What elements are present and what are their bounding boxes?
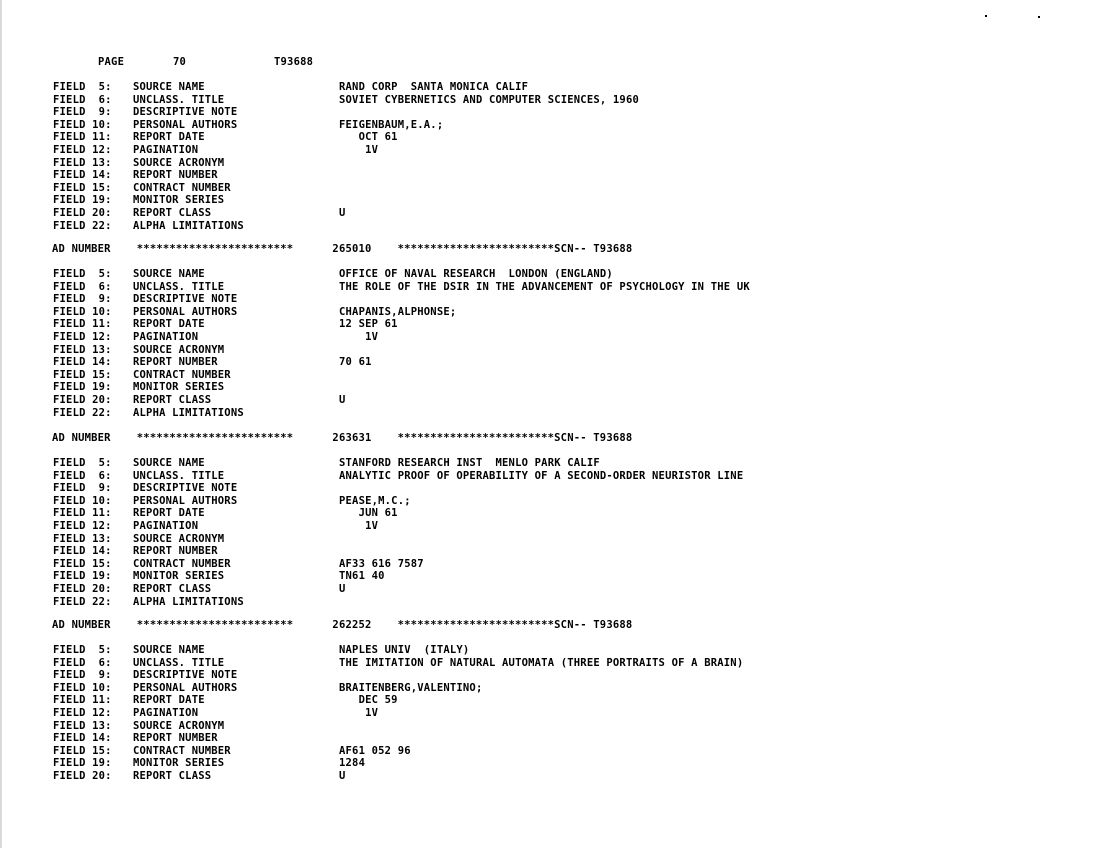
field-number: FIELD 19: [53, 570, 112, 583]
field-number: FIELD 14: [53, 356, 112, 369]
field-name: SOURCE NAME [133, 457, 205, 469]
field-number: FIELD 20: [53, 770, 112, 782]
field-name: REPORT CLASS [133, 394, 212, 406]
field-number: FIELD 20: [53, 207, 112, 219]
ad-number-line: AD NUMBER ************************ 263631 ************************SCN-- T93688 [52, 432, 633, 444]
page-label: PAGE [98, 56, 125, 68]
field-number: FIELD 6: [53, 469, 112, 482]
page-number: 70 [173, 56, 187, 68]
scan-speck [1038, 16, 1040, 18]
field-value: STANFORD RESEARCH INST MENLO PARK CALIF [339, 457, 600, 469]
field-name: PERSONAL AUTHORS [133, 305, 238, 318]
field-name: MONITOR SERIES [133, 570, 225, 583]
field-number: FIELD 10: [53, 118, 112, 131]
field-number: FIELD 14: [53, 732, 112, 745]
field-name: REPORT DATE [133, 694, 205, 707]
ad-number-line: AD NUMBER ************************ 262252 ************************SCN-- T93688 [52, 619, 633, 631]
left-page-edge [0, 0, 2, 848]
field-value: 1284 [339, 757, 366, 770]
field-name: REPORT DATE [133, 507, 205, 520]
field-number: FIELD 14: [53, 545, 112, 558]
field-value: RAND CORP SANTA MONICA CALIF [339, 81, 529, 93]
field-name: MONITOR SERIES [133, 757, 225, 770]
field-number: FIELD 6: [53, 93, 112, 106]
field-value: 1V [339, 520, 379, 532]
field-number: FIELD 12: [53, 707, 112, 719]
field-number: FIELD 15: [53, 181, 112, 194]
field-number: FIELD 12: [53, 520, 112, 532]
field-name: PAGINATION [133, 707, 199, 719]
field-name: PERSONAL AUTHORS [133, 681, 238, 694]
field-number: FIELD 5: [53, 644, 112, 656]
field-value: U [339, 583, 346, 595]
field-number: FIELD 15: [53, 368, 112, 381]
field-value: THE IMITATION OF NATURAL AUTOMATA (THREE PORTRAITS OF A BRAIN) [339, 656, 744, 669]
field-name: PAGINATION [133, 331, 199, 343]
field-number: FIELD 9: [53, 293, 112, 306]
field-name: SOURCE NAME [133, 81, 205, 93]
field-number: FIELD 22: [53, 219, 112, 232]
field-name: UNCLASS. TITLE [133, 656, 225, 669]
field-name: PAGINATION [133, 144, 199, 156]
field-name: UNCLASS. TITLE [133, 280, 225, 293]
field-name: REPORT NUMBER [133, 169, 218, 182]
field-number: FIELD 22: [53, 406, 112, 419]
field-name: SOURCE ACRONYM [133, 719, 225, 732]
field-value: AF33 616 7587 [339, 557, 424, 570]
field-name: SOURCE NAME [133, 644, 205, 656]
field-number: FIELD 19: [53, 381, 112, 394]
field-number: FIELD 13: [53, 343, 112, 356]
field-value: DEC 59 [339, 694, 398, 707]
field-number: FIELD 9: [53, 669, 112, 682]
field-number: FIELD 11: [53, 694, 112, 707]
field-name: REPORT NUMBER [133, 356, 218, 369]
field-number: FIELD 12: [53, 331, 112, 343]
field-name: REPORT CLASS [133, 770, 212, 782]
document-code: T93688 [274, 56, 314, 68]
field-name: CONTRACT NUMBER [133, 744, 231, 757]
field-name: SOURCE ACRONYM [133, 532, 225, 545]
field-number: FIELD 6: [53, 280, 112, 293]
field-value: U [339, 770, 346, 782]
field-number: FIELD 12: [53, 144, 112, 156]
field-value: PEASE,M.C.; [339, 494, 411, 507]
field-name: DESCRIPTIVE NOTE [133, 106, 238, 119]
field-name: ALPHA LIMITATIONS [133, 595, 244, 608]
field-value: OFFICE OF NAVAL RESEARCH LONDON (ENGLAND) [339, 268, 613, 280]
field-number: FIELD 11: [53, 318, 112, 331]
field-name: REPORT CLASS [133, 583, 212, 595]
field-number: FIELD 22: [53, 595, 112, 608]
field-number: FIELD 9: [53, 482, 112, 495]
field-value: AF61 052 96 [339, 744, 411, 757]
ad-number-line: AD NUMBER ************************ 265010 ************************SCN-- T93688 [52, 243, 633, 255]
field-value: OCT 61 [339, 131, 398, 144]
field-name: REPORT DATE [133, 131, 205, 144]
field-value: 1V [339, 144, 379, 156]
field-number: FIELD 20: [53, 394, 112, 406]
field-name: PERSONAL AUTHORS [133, 494, 238, 507]
field-name: REPORT DATE [133, 318, 205, 331]
field-number: FIELD 10: [53, 305, 112, 318]
field-number: FIELD 11: [53, 507, 112, 520]
field-name: CONTRACT NUMBER [133, 181, 231, 194]
field-number: FIELD 15: [53, 744, 112, 757]
field-number: FIELD 14: [53, 169, 112, 182]
field-value: NAPLES UNIV (ITALY) [339, 644, 470, 656]
field-number: FIELD 5: [53, 268, 112, 280]
field-value: FEIGENBAUM,E.A.; [339, 118, 444, 131]
field-name: UNCLASS. TITLE [133, 469, 225, 482]
field-value: 12 SEP 61 [339, 318, 398, 331]
field-number: FIELD 13: [53, 156, 112, 169]
field-number: FIELD 5: [53, 457, 112, 469]
field-name: REPORT NUMBER [133, 545, 218, 558]
field-value: 1V [339, 331, 379, 343]
scan-speck [985, 15, 987, 17]
field-value: 70 61 [339, 356, 372, 369]
field-name: DESCRIPTIVE NOTE [133, 293, 238, 306]
field-name: MONITOR SERIES [133, 381, 225, 394]
field-number: FIELD 19: [53, 194, 112, 207]
field-number: FIELD 11: [53, 131, 112, 144]
field-value: TN61 40 [339, 570, 385, 583]
field-name: PERSONAL AUTHORS [133, 118, 238, 131]
field-value: ANALYTIC PROOF OF OPERABILITY OF A SECOND-ORDER NEURISTOR LINE [339, 469, 744, 482]
field-name: REPORT CLASS [133, 207, 212, 219]
field-value: THE ROLE OF THE DSIR IN THE ADVANCEMENT OF PSYCHOLOGY IN THE UK [339, 280, 750, 293]
field-number: FIELD 10: [53, 494, 112, 507]
field-value: BRAITENBERG,VALENTINO; [339, 681, 483, 694]
field-number: FIELD 13: [53, 719, 112, 732]
field-value: JUN 61 [339, 507, 398, 520]
field-number: FIELD 10: [53, 681, 112, 694]
field-name: ALPHA LIMITATIONS [133, 219, 244, 232]
field-number: FIELD 6: [53, 656, 112, 669]
field-number: FIELD 15: [53, 557, 112, 570]
field-number: FIELD 19: [53, 757, 112, 770]
field-value: SOVIET CYBERNETICS AND COMPUTER SCIENCES, 1960 [339, 93, 639, 106]
field-value: U [339, 207, 346, 219]
field-value: 1V [339, 707, 379, 719]
field-name: DESCRIPTIVE NOTE [133, 482, 238, 495]
field-name: SOURCE NAME [133, 268, 205, 280]
field-number: FIELD 20: [53, 583, 112, 595]
field-number: FIELD 9: [53, 106, 112, 119]
field-name: REPORT NUMBER [133, 732, 218, 745]
field-name: ALPHA LIMITATIONS [133, 406, 244, 419]
field-value: U [339, 394, 346, 406]
field-name: CONTRACT NUMBER [133, 557, 231, 570]
field-name: DESCRIPTIVE NOTE [133, 669, 238, 682]
field-name: MONITOR SERIES [133, 194, 225, 207]
field-name: PAGINATION [133, 520, 199, 532]
field-number: FIELD 13: [53, 532, 112, 545]
field-name: CONTRACT NUMBER [133, 368, 231, 381]
field-value: CHAPANIS,ALPHONSE; [339, 305, 457, 318]
field-name: SOURCE ACRONYM [133, 156, 225, 169]
field-name: SOURCE ACRONYM [133, 343, 225, 356]
field-number: FIELD 5: [53, 81, 112, 93]
field-name: UNCLASS. TITLE [133, 93, 225, 106]
